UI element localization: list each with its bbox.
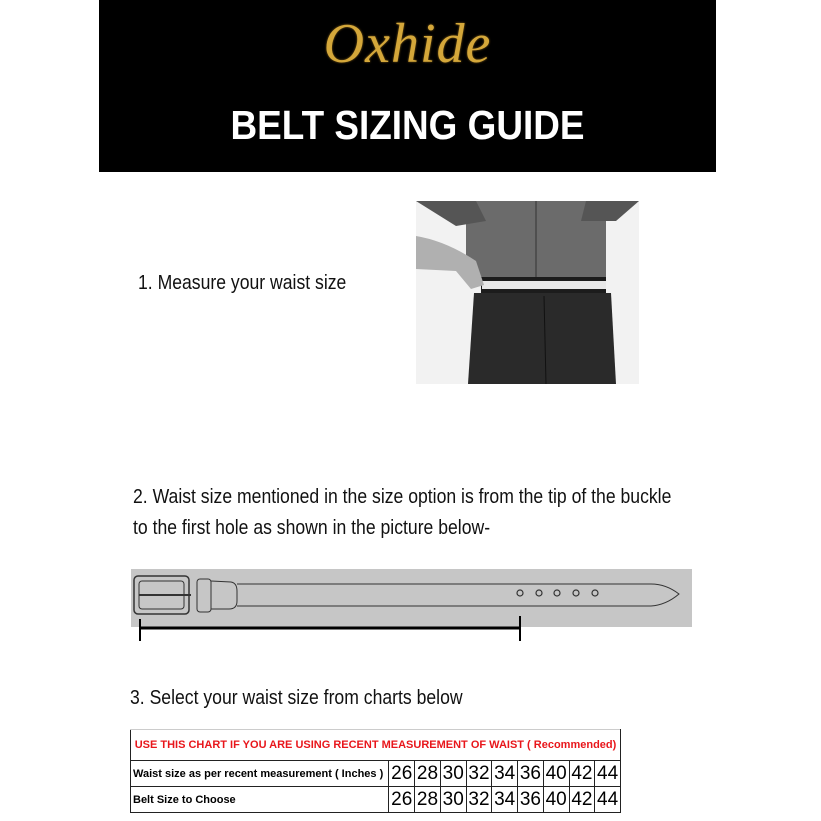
page-title: BELT SIZING GUIDE	[230, 102, 585, 148]
cell: 28	[415, 787, 441, 813]
waist-measure-photo	[416, 201, 639, 384]
row-label: Belt Size to Choose	[131, 787, 389, 813]
brand-logo: Oxhide	[323, 13, 492, 75]
cell: 26	[389, 787, 415, 813]
step-1-text: 1. Measure your waist size	[138, 272, 347, 294]
cell: 40	[543, 761, 569, 787]
step-2-text-line2: to the first hole as shown in the picture below-	[133, 517, 491, 539]
cell: 36	[518, 761, 544, 787]
header-banner	[99, 0, 716, 172]
cell: 32	[466, 761, 492, 787]
row-label: Waist size as per recent measurement ( Inches )	[131, 761, 389, 787]
cell: 44	[595, 787, 621, 813]
cell: 40	[543, 787, 569, 813]
table-row	[131, 761, 621, 787]
chart-heading: USE THIS CHART IF YOU ARE USING RECENT MEASUREMENT OF WAIST ( Recommended)	[131, 730, 621, 761]
cell: 34	[492, 761, 518, 787]
cell: 32	[466, 787, 492, 813]
cell: 42	[569, 787, 595, 813]
table-row	[131, 787, 621, 813]
belt-diagram	[131, 569, 692, 627]
size-chart-table	[130, 729, 621, 813]
step-2-text: 2. Waist size mentioned in the size option is from the tip of the buckle	[133, 486, 672, 508]
cell: 44	[595, 761, 621, 787]
cell: 26	[389, 761, 415, 787]
cell: 34	[492, 787, 518, 813]
cell: 30	[440, 787, 466, 813]
step-3-text: 3. Select your waist size from charts below	[130, 687, 463, 709]
cell: 42	[569, 761, 595, 787]
cell: 30	[440, 761, 466, 787]
cell: 28	[415, 761, 441, 787]
cell: 36	[518, 787, 544, 813]
